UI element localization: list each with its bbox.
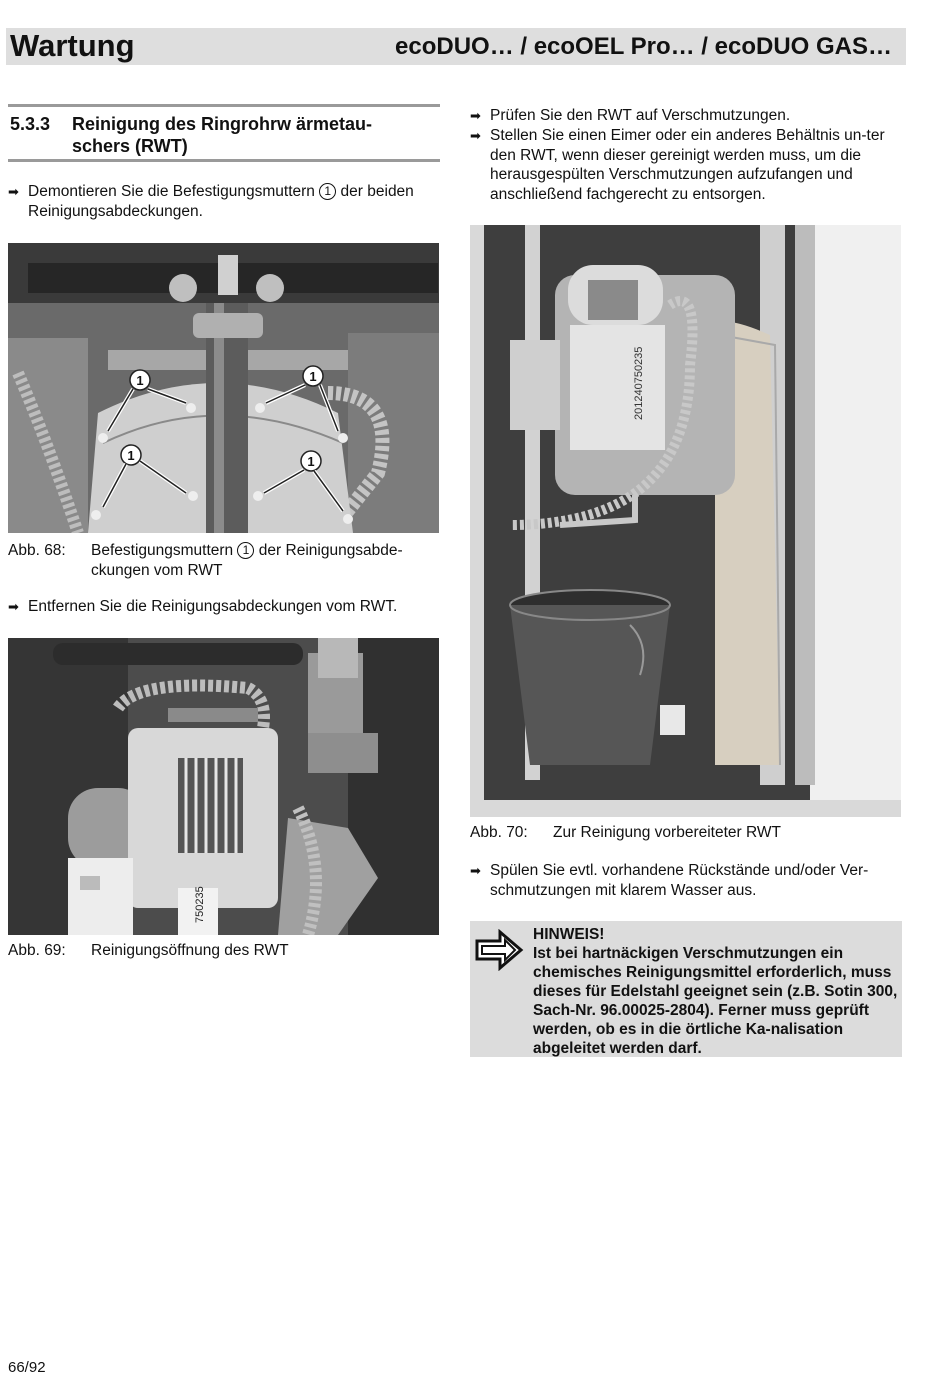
photo-fastening-nuts: [8, 243, 439, 533]
section-title: Reinigung des Ringrohrw ärmetau-schers (RWT): [72, 114, 373, 156]
callout-label: 1: [309, 369, 317, 384]
step-text: Prüfen Sie den RWT auf Verschmutzungen.: [490, 107, 791, 124]
chapter-title: Wartung: [10, 28, 135, 63]
step-text: Demontieren Sie die Befestigungsmuttern: [28, 183, 315, 200]
numbered-circle-icon: 1: [319, 183, 336, 200]
photo-prepared-rwt: [470, 225, 901, 817]
serial-number-label: 201240750235: [633, 346, 645, 420]
step-remove-covers: [8, 597, 444, 617]
arrow-right-icon: ➡: [470, 128, 481, 143]
step-place-bucket: [470, 126, 900, 204]
caption-text: Reinigungsöffnung des RWT: [91, 942, 289, 959]
step-rinse: [470, 861, 900, 900]
callout-label: 1: [127, 448, 135, 463]
notice-heading: HINWEIS!: [533, 926, 605, 943]
callout-label: 1: [136, 373, 144, 388]
figure-68-caption: [8, 541, 444, 581]
page-number: 66/92: [8, 1359, 46, 1376]
figure-label: Abb. 68:: [8, 542, 66, 559]
caption-text: Befestigungsmuttern: [91, 542, 234, 559]
notice-box: [470, 921, 902, 1057]
step-text: der beiden Reinigungsabdeckungen.: [28, 183, 414, 220]
product-title: ecoDUO… / ecoOEL Pro… / ecoDUO GAS…: [395, 33, 892, 60]
arrow-right-icon: ➡: [470, 108, 481, 123]
step-check-dirt: [470, 106, 900, 126]
figure-label: Abb. 69:: [8, 942, 66, 959]
figure-69-caption: [8, 941, 444, 963]
caption-text: der Reinigungsabde-ckungen vom RWT: [91, 542, 403, 579]
step-text: Stellen Sie einen Eimer oder ein anderes Behältnis un-ter den RWT, wenn dieser gereinigt werden muss, um die herausgespülten Verschmutzungen aufzufangen und anschließend fachgerecht zu entsorgen.: [490, 127, 885, 203]
page-header: [6, 28, 906, 65]
arrow-right-icon: ➡: [8, 599, 19, 614]
step-text: Spülen Sie evtl. vorhandene Rückstände und/oder Ver-schmutzungen mit klarem Wasser aus.: [490, 862, 869, 899]
serial-number-label: 750235: [194, 886, 206, 923]
section-rule-top: [8, 104, 440, 107]
arrow-right-icon: ➡: [8, 184, 19, 199]
arrow-right-icon: ➡: [470, 863, 481, 878]
section-rule-bottom: [8, 159, 440, 162]
photo-cleaning-opening: [8, 638, 439, 935]
numbered-circle-icon: 1: [237, 542, 254, 559]
hollow-arrow-right-icon: [474, 929, 524, 971]
notice-text: Ist bei hartnäckigen Verschmutzungen ein chemisches Reinigungsmittel erforderlich, muss dieses für Edelstahl geeignet sein (z.B. Sotin 300, Sach-Nr. 96.00025-2804). Ferner muss geprüft werden, ob es in die örtliche Ka-nalisation abgeleitet werden darf.: [533, 945, 898, 1057]
section-number: 5.3.3: [10, 114, 51, 134]
callout-label: 1: [307, 454, 315, 469]
step-text: Entfernen Sie die Reinigungsabdeckungen vom RWT.: [28, 598, 398, 615]
figure-label: Abb. 70:: [470, 824, 528, 841]
step-remove-nuts: [8, 182, 444, 221]
caption-text: Zur Reinigung vorbereiteter RWT: [553, 824, 781, 841]
figure-70-caption: [470, 823, 900, 845]
